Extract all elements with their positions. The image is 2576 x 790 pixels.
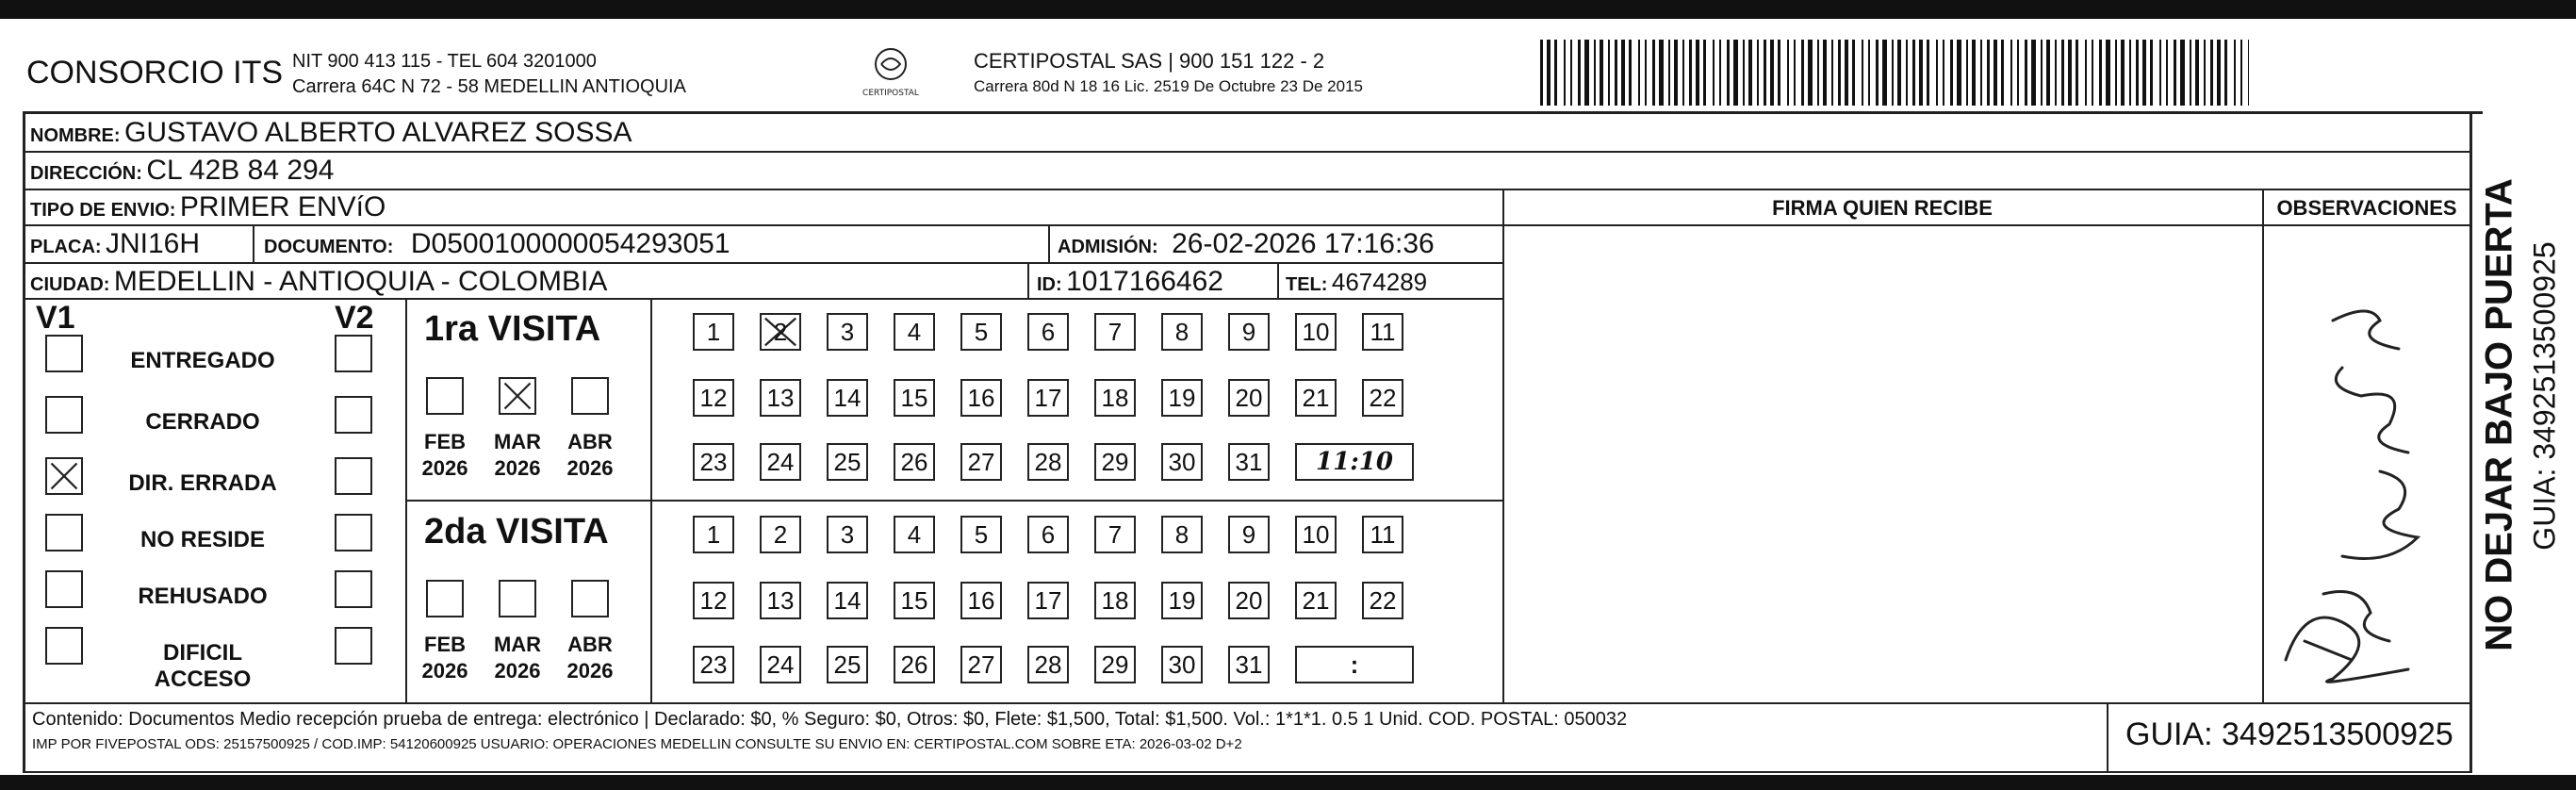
placa-value: JNI16H — [106, 228, 201, 259]
day-box[interactable]: 6 — [1027, 313, 1069, 351]
v1-checkbox[interactable] — [45, 335, 83, 372]
status-option-label: NO RESIDE — [139, 527, 266, 552]
day-box[interactable]: 23 — [693, 646, 734, 683]
month-checkbox[interactable] — [426, 580, 464, 617]
day-box[interactable]: 31 — [1228, 443, 1270, 481]
month-year: 2026 — [494, 456, 541, 480]
v1-checkbox[interactable] — [45, 570, 83, 608]
rule — [23, 298, 1502, 300]
barcode-bar — [2190, 40, 2191, 106]
tel-label: TEL: — [1286, 274, 1328, 295]
day-box[interactable]: 7 — [1094, 313, 1136, 351]
rule — [405, 500, 1502, 502]
barcode-bar — [2240, 40, 2242, 106]
barcode-bar — [1594, 40, 1596, 106]
day-box[interactable]: 4 — [894, 516, 935, 553]
day-box[interactable]: 8 — [1161, 516, 1203, 553]
barcode-bar — [1713, 40, 1715, 106]
barcode-bar — [1808, 40, 1813, 106]
barcode-bar — [1794, 40, 1796, 106]
rule — [1502, 189, 1504, 704]
month-year: 2026 — [421, 659, 468, 683]
day-box[interactable]: 25 — [827, 443, 868, 481]
ciudad-value: MEDELLIN - ANTIOQUIA - COLOMBIA — [113, 266, 608, 297]
barcode-bar — [1645, 40, 1647, 106]
company-address: Carrera 64C N 72 - 58 MEDELLIN ANTIOQUIA — [292, 76, 686, 97]
day-box[interactable]: 21 — [1295, 379, 1337, 417]
barcode-bar — [1801, 40, 1804, 106]
barcode-bar — [1897, 40, 1901, 106]
day-box[interactable]: 3 — [827, 516, 868, 553]
barcode-bar — [1972, 40, 1976, 106]
barcode-bar — [2085, 40, 2087, 106]
barcode-bar — [1564, 40, 1566, 106]
rule — [2262, 189, 2264, 704]
rule — [23, 702, 25, 773]
barcode-bar — [2174, 40, 2176, 106]
tel-field — [1286, 268, 1427, 297]
barcode-bar — [1668, 40, 1670, 106]
day-box[interactable]: 20 — [1228, 582, 1270, 619]
day-box[interactable]: 15 — [894, 582, 935, 619]
v2-checkbox[interactable] — [335, 627, 372, 665]
month-label: FEB — [424, 633, 466, 656]
day-box[interactable]: 13 — [760, 582, 801, 619]
day-box[interactable]: 28 — [1027, 443, 1069, 481]
day-box[interactable]: 16 — [960, 379, 1002, 417]
carrier-name: CERTIPOSTAL SAS | 900 151 122 - 2 — [974, 49, 1325, 73]
month-year: 2026 — [566, 456, 614, 480]
documento-field — [264, 228, 730, 260]
barcode-bar — [1540, 40, 1543, 106]
rule — [23, 111, 2483, 114]
certipostal-logo — [848, 43, 933, 104]
barcode-bar — [2106, 40, 2110, 106]
barcode-bar — [1600, 40, 1603, 106]
rule — [23, 771, 2472, 773]
status-option-label: DIR. ERRADA — [128, 470, 277, 496]
barcode-bar — [2129, 40, 2131, 106]
v2-checkbox[interactable] — [335, 570, 372, 608]
observaciones-handwriting — [2267, 283, 2460, 698]
top-edge-bar — [0, 0, 2576, 19]
rule — [23, 111, 25, 705]
barcode-bar — [1838, 40, 1841, 106]
tel-value: 4674289 — [1331, 268, 1428, 296]
v2-header: V2 — [335, 300, 374, 336]
barcode-bar — [2217, 40, 2221, 106]
day-box[interactable]: 22 — [1362, 379, 1403, 417]
barcode-bar — [1757, 40, 1759, 106]
day-box[interactable]: 15 — [894, 379, 935, 417]
barcode-bar — [1845, 40, 1848, 106]
day-box[interactable]: 9 — [1228, 313, 1270, 351]
barcode-bar — [2017, 40, 2019, 106]
ciudad-label: CIUDAD: — [30, 274, 110, 295]
barcode-bar — [1703, 40, 1706, 106]
barcode-bar — [2115, 40, 2117, 106]
month-checkbox[interactable] — [426, 377, 464, 415]
documento-label: DOCUMENTO: — [264, 237, 394, 257]
barcode-bar — [1621, 40, 1625, 106]
barcode-bar — [1862, 40, 1863, 106]
day-box[interactable]: 25 — [827, 646, 868, 683]
day-box[interactable]: 20 — [1228, 379, 1270, 417]
v2-checkbox[interactable] — [335, 514, 372, 551]
barcode-bar — [1629, 40, 1632, 106]
day-box[interactable]: 14 — [827, 379, 868, 417]
barcode-bar — [1912, 40, 1915, 106]
barcode-bar — [1615, 40, 1617, 106]
admision-value: 26-02-2026 17:16:36 — [1172, 228, 1435, 259]
day-box[interactable]: 12 — [693, 582, 734, 619]
direccion-field — [30, 155, 334, 187]
month-year: 2026 — [494, 659, 541, 683]
barcode-bar — [1554, 40, 1557, 106]
barcode-bar — [1823, 40, 1827, 106]
footer-guia: GUIA: 3492513500925 — [2125, 716, 2453, 752]
barcode-bar — [1817, 40, 1819, 106]
barcode-bar — [1966, 40, 1968, 106]
day-box[interactable]: 24 — [760, 443, 801, 481]
barcode-bar — [1608, 40, 1610, 106]
day-box[interactable]: 17 — [1027, 582, 1069, 619]
month-label: ABR — [567, 633, 613, 656]
v1-checkbox[interactable] — [45, 514, 83, 551]
day-box[interactable]: 5 — [960, 313, 1002, 351]
day-box[interactable]: 7 — [1094, 516, 1136, 553]
nombre-value: GUSTAVO ALBERTO ALVAREZ SOSSA — [124, 117, 632, 148]
barcode — [1540, 40, 2249, 106]
rule — [23, 224, 2469, 226]
company-nit: NIT 900 413 115 - TEL 604 3201000 — [292, 51, 597, 72]
barcode-bar — [1638, 40, 1640, 106]
no-dejar-bajo-puerta: NO DEJAR BAJO PUERTA — [2478, 178, 2520, 651]
barcode-bar — [1980, 40, 1982, 106]
placa-field — [30, 228, 200, 260]
barcode-bar — [2099, 40, 2102, 106]
rule — [1027, 262, 1029, 300]
barcode-bar — [2150, 40, 2153, 106]
v1-checkbox[interactable] — [45, 457, 83, 495]
month-label: ABR — [567, 430, 613, 453]
day-box[interactable]: 14 — [827, 582, 868, 619]
status-option-label: DIFICIL ACCESO — [154, 640, 252, 692]
barcode-bar — [1733, 40, 1738, 106]
barcode-bar — [2180, 40, 2185, 106]
day-box[interactable]: 21 — [1295, 582, 1337, 619]
barcode-bar — [1950, 40, 1953, 106]
company-name: CONSORCIO ITS — [26, 55, 284, 91]
barcode-bar — [1919, 40, 1923, 106]
day-number: 2 — [773, 318, 788, 346]
month-checkbox[interactable] — [499, 580, 536, 617]
day-box[interactable]: 26 — [894, 443, 935, 481]
barcode-bar — [1727, 40, 1730, 106]
barcode-bar — [1882, 40, 1887, 106]
v1-checkbox[interactable] — [45, 627, 83, 665]
day-box[interactable]: 5 — [960, 516, 1002, 553]
barcode-bar — [2195, 40, 2199, 106]
rule — [1048, 224, 1050, 262]
barcode-bar — [1674, 40, 1678, 106]
bottom-edge-bar — [0, 775, 2576, 790]
day-box[interactable]: 4 — [894, 313, 935, 351]
barcode-bar — [2092, 40, 2093, 106]
footer-imp: IMP POR FIVEPOSTAL ODS: 25157500925 / COD.IMP: 54120600925 USUARIO: OPERACIONES MEDELLIN CONSULTE SU ENVIO EN: CERTIPOSTAL.COM SOBRE ETA: 2026-03-02 D+2 — [32, 736, 1242, 752]
day-box[interactable] — [760, 313, 801, 351]
barcode-bar — [2046, 40, 2050, 106]
month-checkbox[interactable] — [499, 377, 536, 415]
barcode-bar — [2224, 40, 2227, 106]
rule — [23, 151, 2469, 153]
barcode-bar — [1764, 40, 1766, 106]
barcode-bar — [1570, 40, 1572, 106]
day-box[interactable]: 10 — [1295, 516, 1337, 553]
barcode-bar — [2121, 40, 2125, 106]
v2-checkbox[interactable] — [335, 335, 372, 372]
rule — [23, 262, 1502, 264]
day-box[interactable]: 30 — [1161, 646, 1203, 683]
day-box[interactable]: 30 — [1161, 443, 1203, 481]
barcode-bar — [2166, 40, 2168, 106]
barcode-bar — [2204, 40, 2206, 106]
barcode-bar — [1689, 40, 1692, 106]
barcode-bar — [1547, 40, 1551, 106]
barcode-bar — [2041, 40, 2043, 106]
barcode-bar — [1696, 40, 1699, 106]
day-box[interactable]: 23 — [693, 443, 734, 481]
direccion-label: DIRECCIÓN: — [30, 163, 142, 184]
day-box[interactable]: 29 — [1094, 646, 1136, 683]
day-box[interactable]: 11 — [1362, 516, 1403, 553]
day-box[interactable]: 11 — [1362, 313, 1403, 351]
ciudad-field — [30, 266, 607, 298]
barcode-bar — [2234, 40, 2236, 106]
barcode-bar — [1778, 40, 1780, 106]
day-box[interactable]: 22 — [1362, 582, 1403, 619]
v2-checkbox[interactable] — [335, 457, 372, 495]
month-label: MAR — [493, 430, 542, 453]
day-box[interactable]: 27 — [960, 646, 1002, 683]
barcode-bar — [1868, 40, 1870, 106]
barcode-bar — [1682, 40, 1684, 106]
carrier-address: Carrera 80d N 18 16 Lic. 2519 De Octubre 23 De 2015 — [974, 77, 1363, 95]
id-label: ID: — [1037, 274, 1062, 295]
day-box[interactable]: 18 — [1094, 379, 1136, 417]
footer-contenido: Contenido: Documentos Medio recepción prueba de entrega: electrónico | Declarado: $0, % Seguro: $0, Otros: $0, Flete: $1,500, Total: $1,500. Vol.: 1*1*1. 0.5 1 Unid. COD. POSTAL: 050032 — [32, 709, 1628, 730]
day-box[interactable]: 18 — [1094, 582, 1136, 619]
placa-label: PLACA: — [30, 237, 102, 257]
rule — [650, 300, 652, 704]
barcode-bar — [1584, 40, 1589, 106]
v1-checkbox[interactable] — [45, 396, 83, 434]
nombre-field — [30, 117, 632, 149]
barcode-bar — [1943, 40, 1944, 106]
side-guia: GUIA: 3492513500925 — [2527, 241, 2562, 551]
barcode-bar — [1659, 40, 1664, 106]
barcode-bar — [1787, 40, 1789, 106]
barcode-bar — [1906, 40, 1908, 106]
barcode-bar — [2055, 40, 2057, 106]
rule — [2107, 702, 2108, 773]
day-box[interactable]: 19 — [1161, 582, 1203, 619]
admision-label: ADMISIÓN: — [1058, 237, 1158, 257]
observaciones-header: OBSERVACIONES — [2276, 196, 2457, 220]
day-box[interactable]: 9 — [1228, 516, 1270, 553]
barcode-bar — [1578, 40, 1581, 106]
day-box[interactable]: 24 — [760, 646, 801, 683]
visit-time-box[interactable]: 11:10 — [1295, 443, 1414, 481]
barcode-bar — [2001, 40, 2004, 106]
day-box[interactable]: 10 — [1295, 313, 1337, 351]
direccion-value: CL 42B 84 294 — [146, 155, 335, 186]
documento-value: D0500100000054293051 — [410, 228, 730, 259]
barcode-bar — [2142, 40, 2146, 106]
nombre-label: NOMBRE: — [30, 125, 121, 146]
v2-checkbox[interactable] — [335, 396, 372, 434]
month-checkbox[interactable] — [571, 377, 609, 415]
barcode-bar — [1852, 40, 1855, 106]
day-box[interactable]: 16 — [960, 582, 1002, 619]
tipo-envio-label: TIPO DE ENVIO: — [30, 200, 176, 221]
barcode-bar — [2010, 40, 2012, 106]
barcode-bar — [2159, 40, 2161, 106]
barcode-bar — [2076, 40, 2078, 106]
barcode-bar — [2025, 40, 2027, 106]
barcode-bar — [1892, 40, 1894, 106]
status-option-label: CERRADO — [145, 409, 260, 435]
barcode-bar — [1748, 40, 1752, 106]
barcode-bar — [1652, 40, 1655, 106]
month-year: 2026 — [421, 456, 468, 480]
barcode-bar — [1770, 40, 1774, 106]
barcode-bar — [1719, 40, 1721, 106]
rule — [1277, 262, 1279, 300]
barcode-bar — [2136, 40, 2139, 106]
rule — [405, 300, 407, 704]
barcode-bar — [1957, 40, 1961, 106]
month-year: 2026 — [566, 659, 614, 683]
status-option-label: ENTREGADO — [130, 348, 275, 373]
day-box[interactable]: 3 — [827, 313, 868, 351]
day-box[interactable]: 8 — [1161, 313, 1203, 351]
barcode-bar — [1927, 40, 1929, 106]
rule — [253, 224, 254, 262]
tipo-envio-value: PRIMER ENVíO — [179, 191, 386, 222]
id-value: 1017166462 — [1066, 266, 1223, 297]
barcode-bar — [1876, 40, 1879, 106]
day-box[interactable]: 19 — [1161, 379, 1203, 417]
visit-title: 2da VISITA — [424, 512, 609, 551]
rule — [2469, 111, 2472, 771]
day-box[interactable]: 26 — [894, 646, 935, 683]
visit-time-box[interactable]: : — [1295, 646, 1414, 683]
barcode-bar — [1743, 40, 1745, 106]
day-box[interactable]: 13 — [760, 379, 801, 417]
tipo-envio-field — [30, 191, 386, 223]
barcode-bar — [2248, 40, 2249, 106]
id-field — [1037, 266, 1223, 298]
day-box[interactable]: 27 — [960, 443, 1002, 481]
month-label: MAR — [493, 633, 542, 656]
barcode-bar — [2031, 40, 2036, 106]
day-box[interactable]: 12 — [693, 379, 734, 417]
day-box[interactable]: 2 — [760, 516, 801, 553]
barcode-bar — [1831, 40, 1833, 106]
barcode-bar — [2061, 40, 2064, 106]
month-label: FEB — [424, 430, 466, 453]
barcode-bar — [1936, 40, 1938, 106]
day-box[interactable]: 1 — [693, 313, 734, 351]
barcode-bar — [1987, 40, 1990, 106]
day-box[interactable]: 31 — [1228, 646, 1270, 683]
rule — [23, 189, 2469, 190]
day-box[interactable]: 29 — [1094, 443, 1136, 481]
barcode-bar — [1994, 40, 1997, 106]
status-option-label: REHUSADO — [138, 584, 268, 609]
v1-header: V1 — [36, 300, 75, 336]
rule — [23, 702, 2469, 704]
admision-field — [1058, 228, 1435, 260]
day-box[interactable]: 28 — [1027, 646, 1069, 683]
barcode-bar — [2210, 40, 2213, 106]
month-checkbox[interactable] — [571, 580, 609, 617]
day-box[interactable]: 1 — [693, 516, 734, 553]
barcode-bar — [2068, 40, 2072, 106]
day-box[interactable]: 17 — [1027, 379, 1069, 417]
logo-text: CERTIPOSTAL — [862, 89, 919, 98]
firma-header: FIRMA QUIEN RECIBE — [1772, 196, 1993, 220]
day-box[interactable]: 6 — [1027, 516, 1069, 553]
visit-title: 1ra VISITA — [424, 309, 601, 349]
